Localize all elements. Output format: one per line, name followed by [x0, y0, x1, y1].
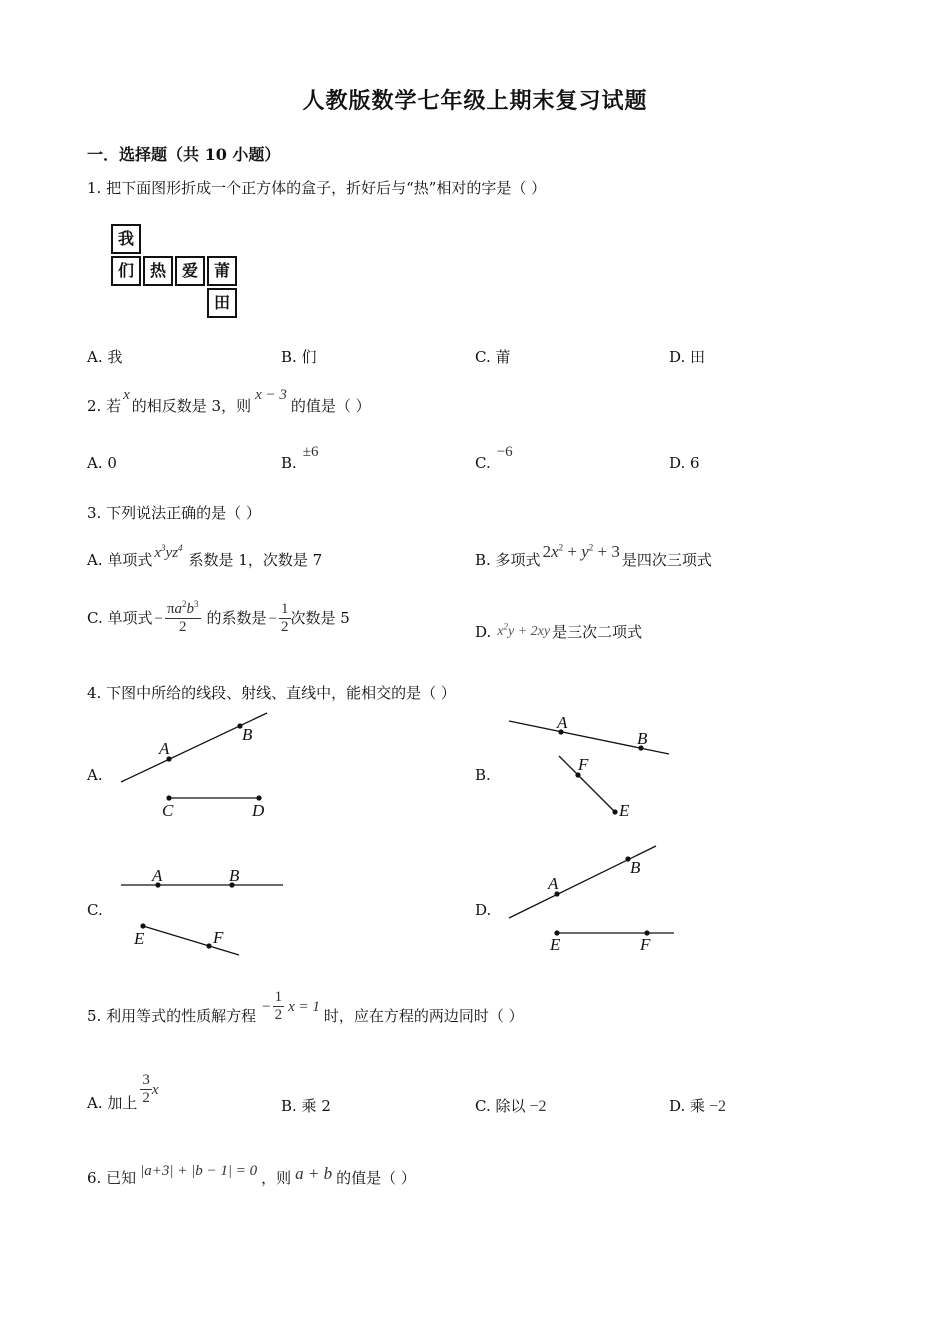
question-2-stem: 2. 若x的相反数是 3，则x − 3的值是（ ）: [87, 387, 371, 415]
net-cell: 热: [143, 256, 173, 286]
q4-option-d-label: D.: [475, 901, 492, 919]
q2-option-b: B.±6: [281, 444, 319, 472]
svg-text:E: E: [619, 801, 630, 820]
q5-option-a: A. 加上 $\frac{3}{2}$ x: [87, 1072, 159, 1112]
q3-option-d: D. $x^2y + 2xy$ 是三次二项式: [475, 621, 643, 641]
net-cell: 爱: [175, 256, 205, 286]
q1-option-d: D. 田: [669, 348, 706, 366]
point-c: [166, 795, 171, 800]
q4-option-b-label: B.: [475, 766, 491, 784]
question-5-stem: 5. 利用等式的性质解方程 − $\frac{1}{2}$ x = 1 时，应在方程的两边同时（ ）: [87, 989, 524, 1025]
section-heading: 一．选择题（共 10 小题）: [87, 145, 281, 164]
svg-text:B: B: [637, 729, 648, 748]
abs-equation: |a+3| + |b − 1| = 0: [140, 1163, 258, 1179]
svg-text:C: C: [162, 801, 174, 820]
q2-option-d: D. 6: [669, 454, 700, 472]
svg-text:A: A: [557, 713, 568, 732]
svg-text:A: A: [159, 739, 170, 758]
svg-text:F: F: [640, 935, 651, 954]
point-d: [256, 795, 261, 800]
q2-option-c: C.−6: [475, 444, 513, 472]
var-x: x: [123, 387, 130, 403]
net-cell: 莆: [207, 256, 237, 286]
q4-option-a-label: A.: [87, 766, 103, 784]
page-title: 人教版数学七年级上期末复习试题: [302, 88, 648, 114]
svg-text:E: E: [134, 929, 145, 948]
fraction-one-half: $\frac{1}{2}$: [274, 989, 283, 1024]
q1-option-c: C. 莆: [475, 348, 511, 366]
svg-text:D: D: [252, 801, 265, 820]
q1-option-b: B. 们: [281, 348, 317, 366]
svg-text:B: B: [229, 866, 240, 885]
svg-text:A: A: [152, 866, 163, 885]
figure-b: [509, 713, 669, 820]
svg-text:A: A: [548, 874, 559, 893]
point-f: [206, 943, 211, 948]
q3-option-a: A. 单项式 $x^3yz^4$系数是 1，次数是 7: [87, 543, 323, 569]
q5-option-c: C. 除以 −2: [475, 1097, 547, 1115]
q5-option-d: D. 乘 −2: [669, 1097, 727, 1115]
fraction-three-halves: $\frac{3}{2}$: [142, 1072, 150, 1107]
fraction-pi-a2b3-over-2: $\frac{\pi a^2b^3}{2}$: [166, 599, 199, 636]
q4-option-c-label: C.: [87, 901, 103, 919]
svg-text:F: F: [213, 928, 224, 947]
q3-option-b: B. 多项式 $2x^2 + y^2 + 3$ 是四次三项式: [475, 542, 712, 569]
expr-x-minus-3: x − 3: [255, 387, 287, 403]
figure-d: [509, 846, 674, 954]
q2-option-a: A. 0: [87, 454, 117, 472]
question-1-stem: 1. 把下面图形折成一个正方体的盒子，折好后与“热”相对的字是（ ）: [87, 179, 547, 197]
question-3-stem: 3. 下列说法正确的是（ ）: [87, 504, 261, 522]
svg-text:B: B: [630, 858, 641, 877]
figure-a: [121, 713, 267, 820]
svg-text:E: E: [550, 935, 561, 954]
point-e: [612, 809, 617, 814]
svg-text:B: B: [242, 725, 253, 744]
q3-option-c: C. 单项式 − $\frac{\pi a^2b^3}{2}$ 的系数是 − $\frac{1}{2}$ 次数是 5: [87, 599, 350, 636]
net-cell: 田: [207, 288, 237, 318]
polynomial-2x2-y2-3: $2x^2 + y^2 + 3$: [542, 542, 620, 561]
monomial-x3yz4: $x^3yz^4$: [154, 543, 183, 561]
question-4-stem: 4. 下图中所给的线段、射线、直线中，能相交的是（ ）: [87, 684, 456, 702]
point-e: [140, 923, 145, 928]
svg-text:F: F: [578, 755, 589, 774]
polynomial-x2y-2xy: $x^2y + 2xy$: [497, 621, 551, 639]
fraction-one-half: $\frac{1}{2}$: [281, 601, 289, 636]
question-6-stem: 6. 已知 |a+3| + |b − 1| = 0 ，则 a + b 的值是（ ）: [87, 1163, 416, 1187]
q5-option-b: B. 乘 2: [281, 1097, 331, 1115]
q1-option-a: A. 我: [87, 348, 123, 366]
net-cell: 我: [111, 224, 141, 254]
net-cell: 们: [111, 256, 141, 286]
figure-c: [121, 866, 283, 955]
